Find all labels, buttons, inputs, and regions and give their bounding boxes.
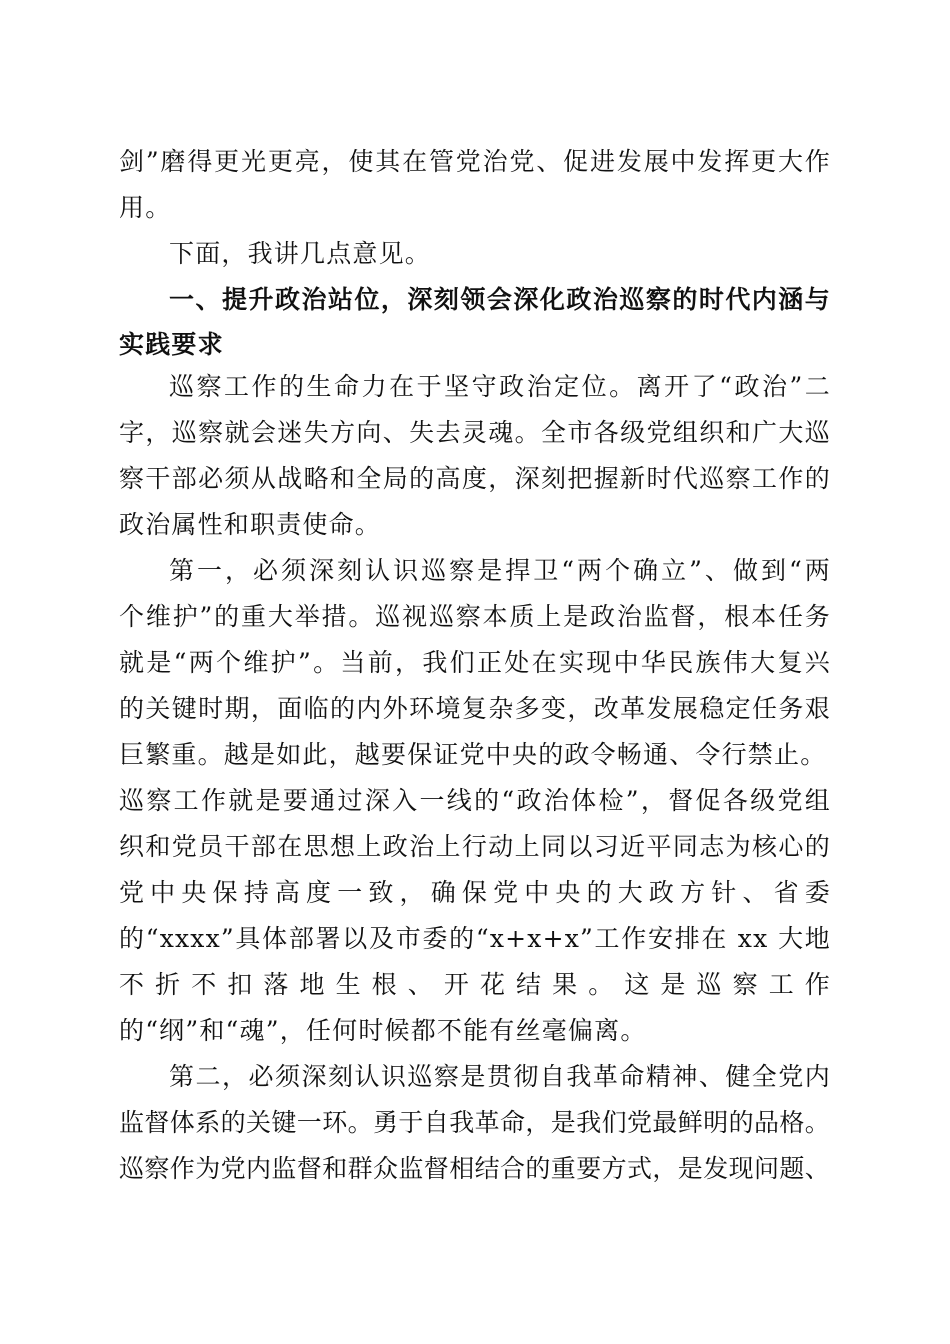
paragraph-line: 第一，必须深刻认识巡察是捍卫“两个确立”、做到“两 [169, 556, 831, 585]
paragraph-line: 党中央保持高度一致，确保党中央的大政方针、省委 [119, 878, 831, 907]
paragraph-line: 察干部必须从战略和全局的高度，深刻把握新时代巡察工作的 [119, 464, 831, 493]
paragraph-line: 的“xxxx”具体部署以及市委的“x+x+x”工作安排在 xx 大地 [119, 924, 831, 953]
paragraph-line: 织和党员干部在思想上政治上行动上同以习近平同志为核心的 [119, 832, 831, 861]
paragraph-line: 剑”磨得更光更亮，使其在管党治党、促进发展中发挥更大作 [119, 147, 831, 176]
paragraph-line: 不折不扣落地生根、开花结果。这是巡察工作 [119, 970, 831, 999]
paragraph-line: 用。 [119, 193, 172, 222]
paragraph-line: 下面，我讲几点意见。 [169, 239, 432, 268]
paragraph-line: 第二，必须深刻认识巡察是贯彻自我革命精神、健全党内 [169, 1062, 831, 1091]
paragraph-line: 政治属性和职责使命。 [119, 510, 382, 539]
paragraph-line: 的关键时期，面临的内外环境复杂多变，改革发展稳定任务艰 [119, 694, 831, 723]
section-heading: 一、提升政治站位，深刻领会深化政治巡察的时代内涵与 [169, 285, 831, 314]
paragraph-line: 监督体系的关键一环。勇于自我革命，是我们党最鲜明的品格。 [119, 1108, 831, 1137]
paragraph-line: 巡察工作的生命力在于坚守政治定位。离开了“政治”二 [169, 372, 831, 401]
paragraph-line: 就是“两个维护”。当前，我们正处在实现中华民族伟大复兴 [119, 648, 831, 677]
paragraph-line: 的“纲”和“魂”，任何时候都不能有丝毫偏离。 [119, 1016, 647, 1045]
paragraph-line: 巨繁重。越是如此，越要保证党中央的政令畅通、令行禁止。 [119, 740, 827, 769]
paragraph-line: 字，巡察就会迷失方向、失去灵魂。全市各级党组织和广大巡 [119, 418, 831, 447]
paragraph-line: 巡察作为党内监督和群众监督相结合的重要方式，是发现问题、 [119, 1154, 831, 1183]
paragraph-line: 个维护”的重大举措。巡视巡察本质上是政治监督，根本任务 [119, 602, 831, 631]
paragraph-line: 巡察工作就是要通过深入一线的“政治体检”，督促各级党组 [119, 786, 831, 815]
section-heading: 实践要求 [119, 330, 224, 359]
